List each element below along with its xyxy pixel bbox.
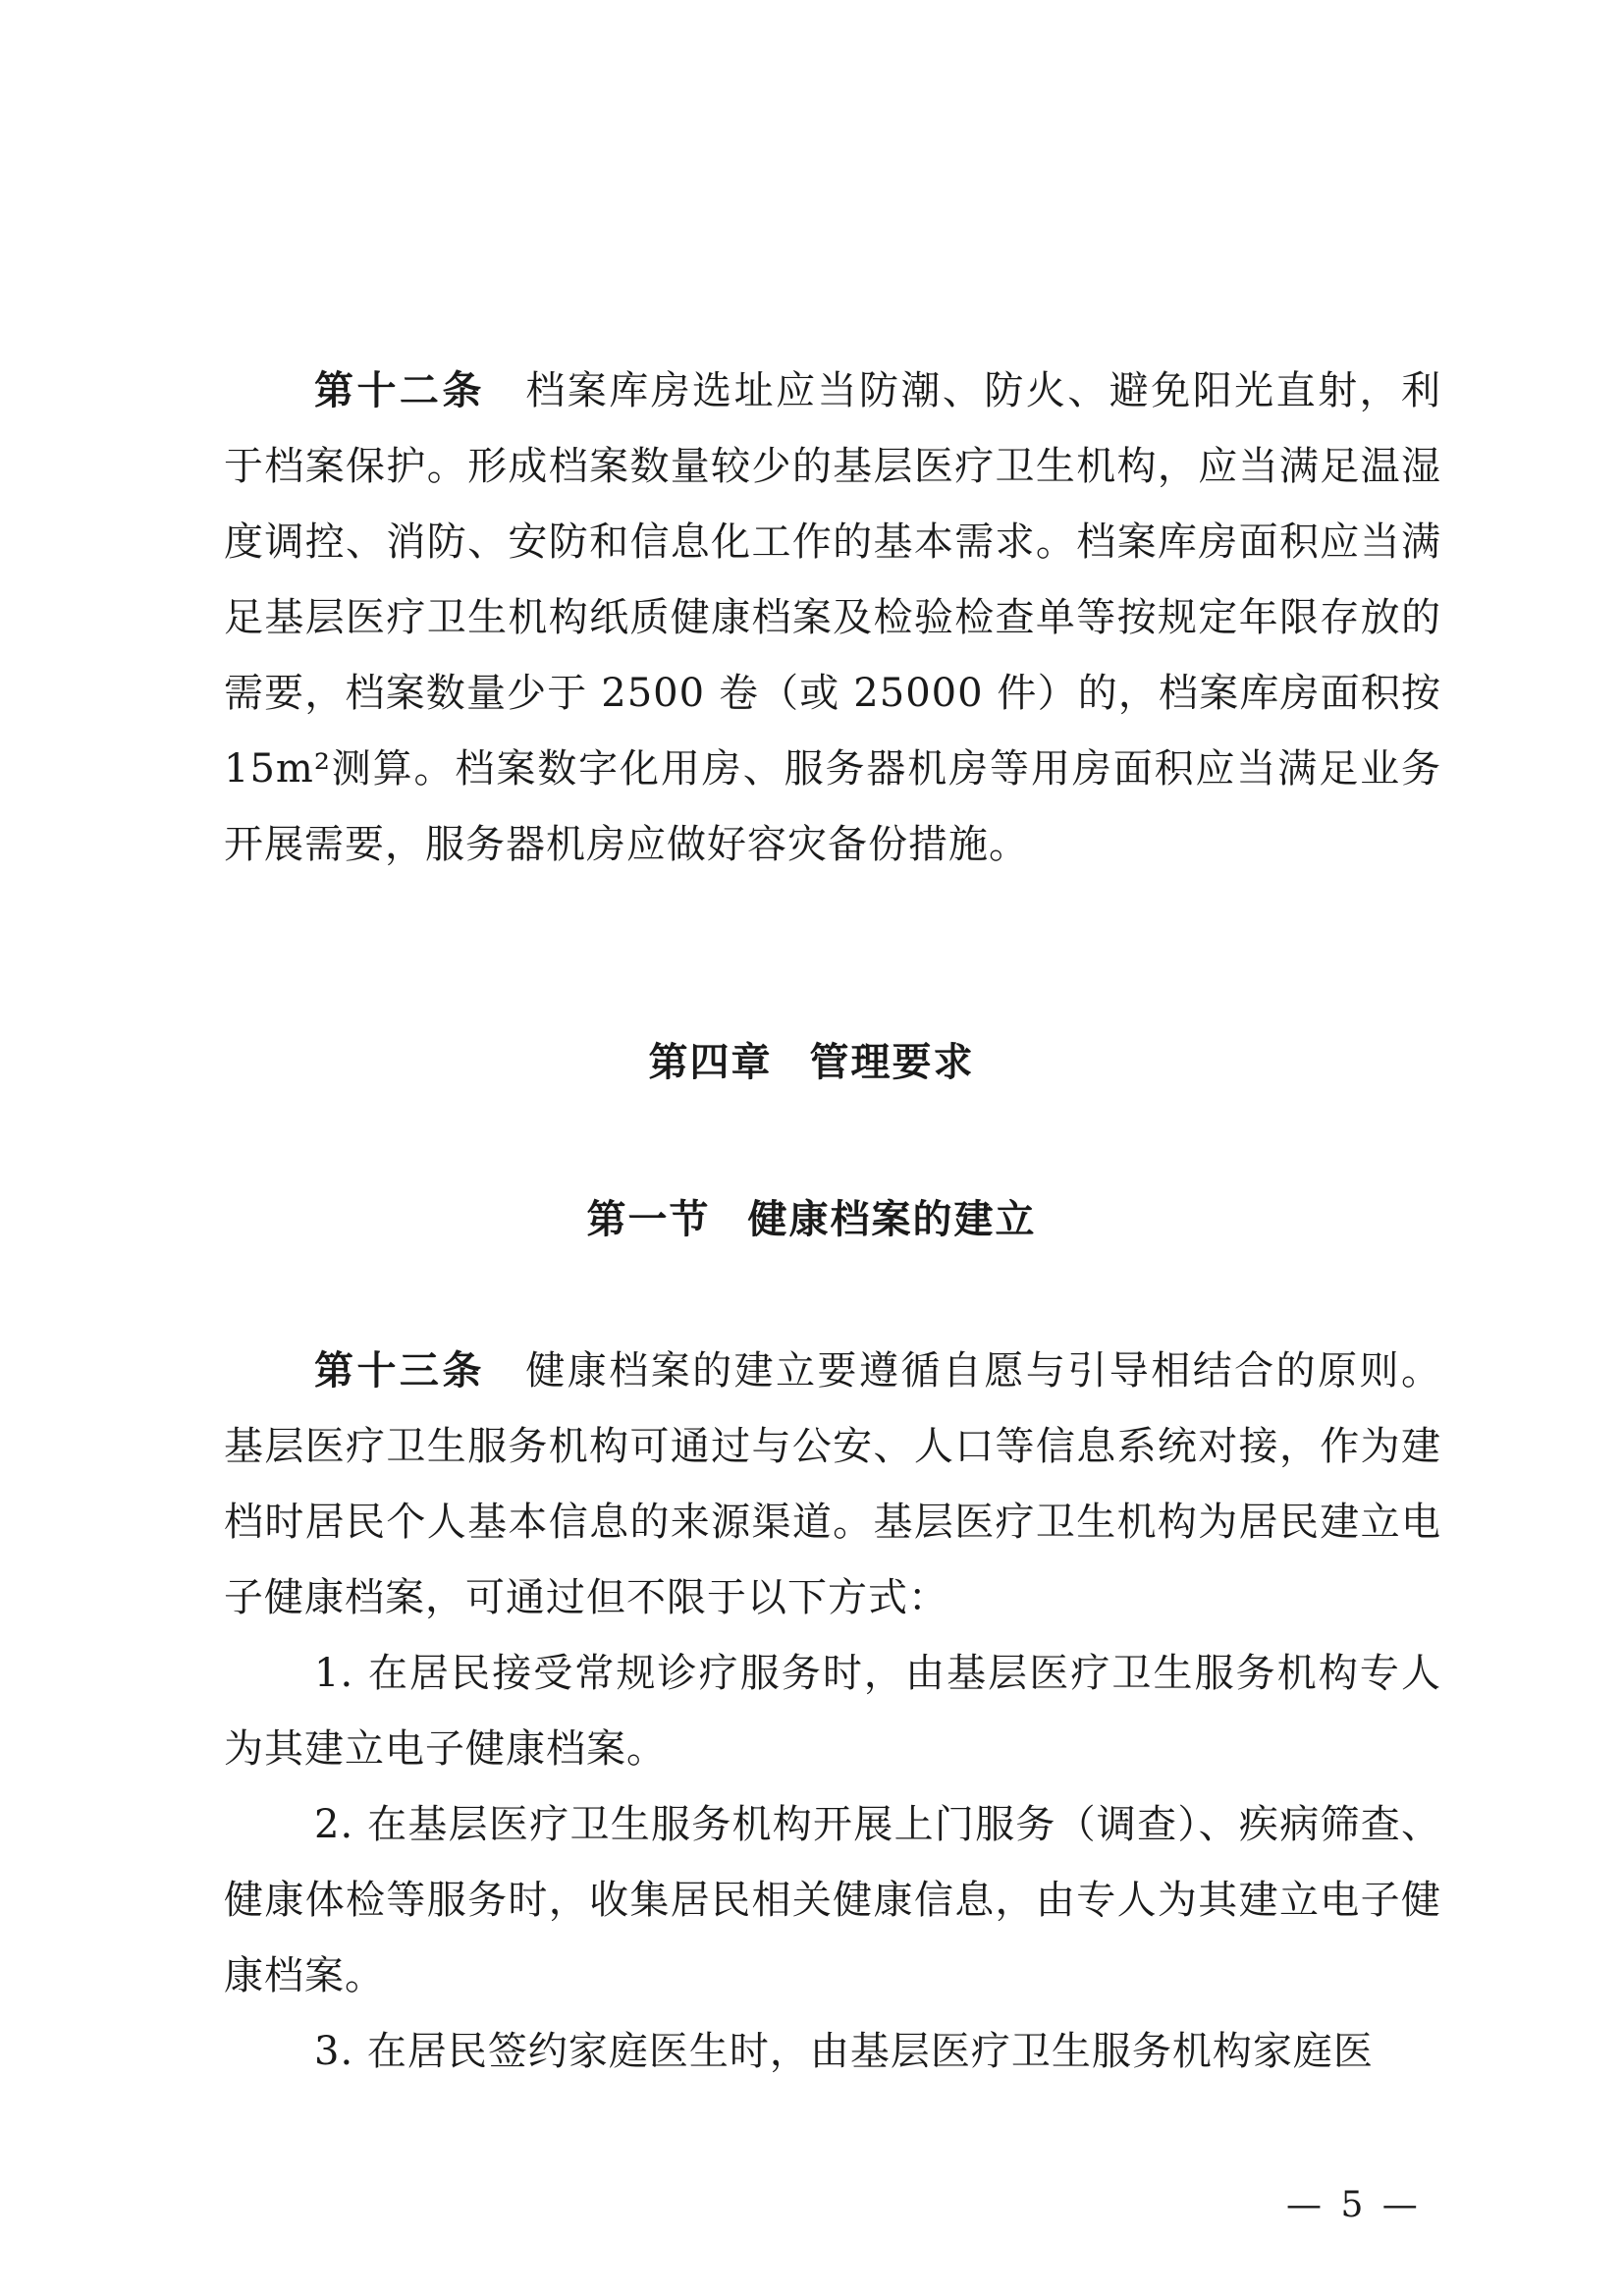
article-12-body: 档案库房选址应当防潮、防火、避免阳光直射，利于档案保护。形成档案数量较少的基层医疗卫生机构，应当满足温湿度调控、消防、安防和信息化工作的基本需求。档案库房面积应当满足基层医疗卫生机构纸质健康档案及检验检查单等按规定年限存放的需要，档案数量少于 2500 卷（或 25000 件）的，档案库房面积按 15m²测算。档案数字化用房、服务器机房等用房面积应当满足业务开展需要，服务器机房应做好容灾备份措施。 [224,368,1442,867]
section-number: 第一节 [586,1197,711,1242]
article-13-label: 第十三条 [314,1348,485,1394]
list-item: 3. 在居民签约家庭医生时，由基层医疗卫生服务机构家庭医 [314,2029,1374,2074]
article-13-body: 健康档案的建立要遵循自愿与引导相结合的原则。基层医疗卫生服务机构可通过与公安、人口等信息系统对接，作为建档时居民个人基本信息的来源渠道。基层医疗卫生机构为居民建立电子健康档案，可通过但不限于以下方式： [224,1348,1442,1620]
section-title: 健康档案的建立 [747,1197,1037,1242]
page-number: — 5 — [1286,2185,1422,2225]
article-13-paragraph [224,1334,1441,1636]
chapter-heading [0,1033,1623,1092]
article-12-label: 第十二条 [314,368,485,413]
section-heading [0,1190,1623,1249]
chapter-title: 管理要求 [809,1040,975,1085]
article-12 [224,354,1441,883]
article-12-paragraph [224,354,1441,883]
list-item: 2. 在基层医疗卫生服务机构开展上门服务（调查）、疾病筛查、健康体检等服务时，收集居民相关健康信息，由专人为其建立电子健康档案。 [224,1802,1441,1998]
list-item: 1. 在居民接受常规诊疗服务时，由基层医疗卫生服务机构专人为其建立电子健康档案。 [224,1651,1441,1772]
article-13 [224,1334,1441,2090]
chapter-number: 第四章 [648,1040,773,1085]
